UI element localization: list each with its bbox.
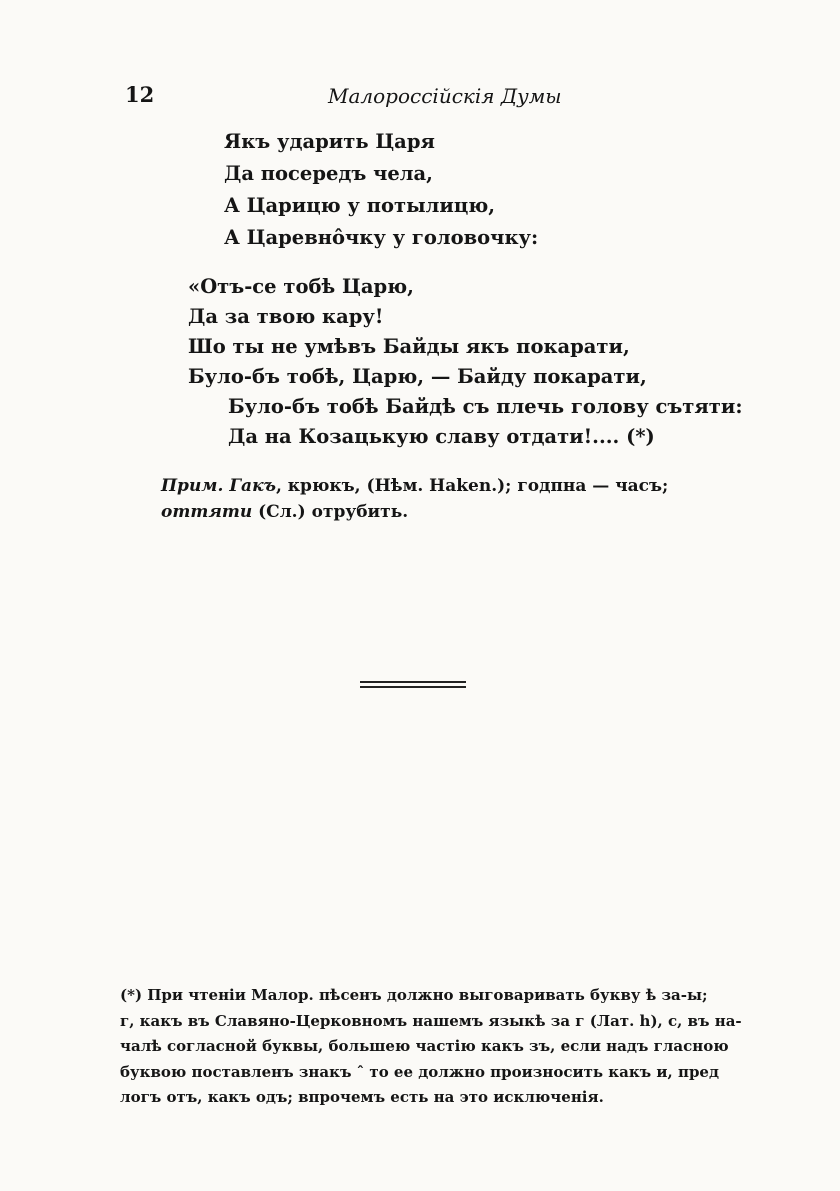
verse-line: А Царевнôчку у головочку:: [224, 226, 539, 249]
footnote-line: чалѣ согласной буквы, большею частію какъ зъ, если надъ гласною: [120, 1037, 729, 1055]
note-term: Гакъ: [229, 476, 276, 496]
note-text: , крюкъ, (Нѣм. Haken.); годпна — часъ;: [275, 476, 669, 496]
verse-line: Було-бъ тобѣ Байдѣ съ плечь голову сътяти:: [228, 395, 743, 418]
running-head: Малороссійскія Думы: [328, 84, 562, 108]
footnote-line: буквою поставленъ знакъ ˆ то ее должно произносить какъ и, пред: [120, 1062, 719, 1081]
footnote-line: логъ отъ, какъ одъ; впрочемъ есть на это исключенія.: [120, 1088, 604, 1106]
verse-stanza-2: [188, 277, 743, 457]
verse-line: Якъ ударить Царя: [224, 130, 435, 153]
footnote-line: (*) При чтеніи Малор. пѣсенъ должно выговаривать букву ѣ за-ы;: [120, 986, 708, 1004]
verse-line: Да посередъ чела,: [224, 162, 433, 185]
verse-line: «Отъ-се тобѣ Царю,: [188, 275, 414, 298]
verse-line: Шо ты не умѣвъ Байды якъ покарати,: [188, 335, 630, 358]
verse-line: Було-бъ тобѣ, Царю, — Байду покарати,: [188, 365, 647, 388]
verse-stanza-1: [224, 132, 538, 260]
verse-line: Да за твою кару!: [188, 305, 384, 328]
note-label: Прим.: [161, 476, 224, 496]
footnote-line: г, какъ въ Славяно-Церковномъ нашемъ языкѣ за г (Лат. h), с, въ на-: [120, 1011, 742, 1030]
glossary-note: [161, 473, 721, 525]
verse-line: А Царицю у потылицю,: [224, 194, 496, 217]
verse-line: Да на Козацькую славу отдати!.... (*): [228, 425, 655, 448]
page-number: 12: [125, 82, 155, 107]
footnote: [120, 983, 742, 1111]
note-text: (Сл.) отрубить.: [258, 502, 409, 522]
note-term: оттяти: [161, 502, 253, 522]
section-divider: [360, 681, 466, 688]
